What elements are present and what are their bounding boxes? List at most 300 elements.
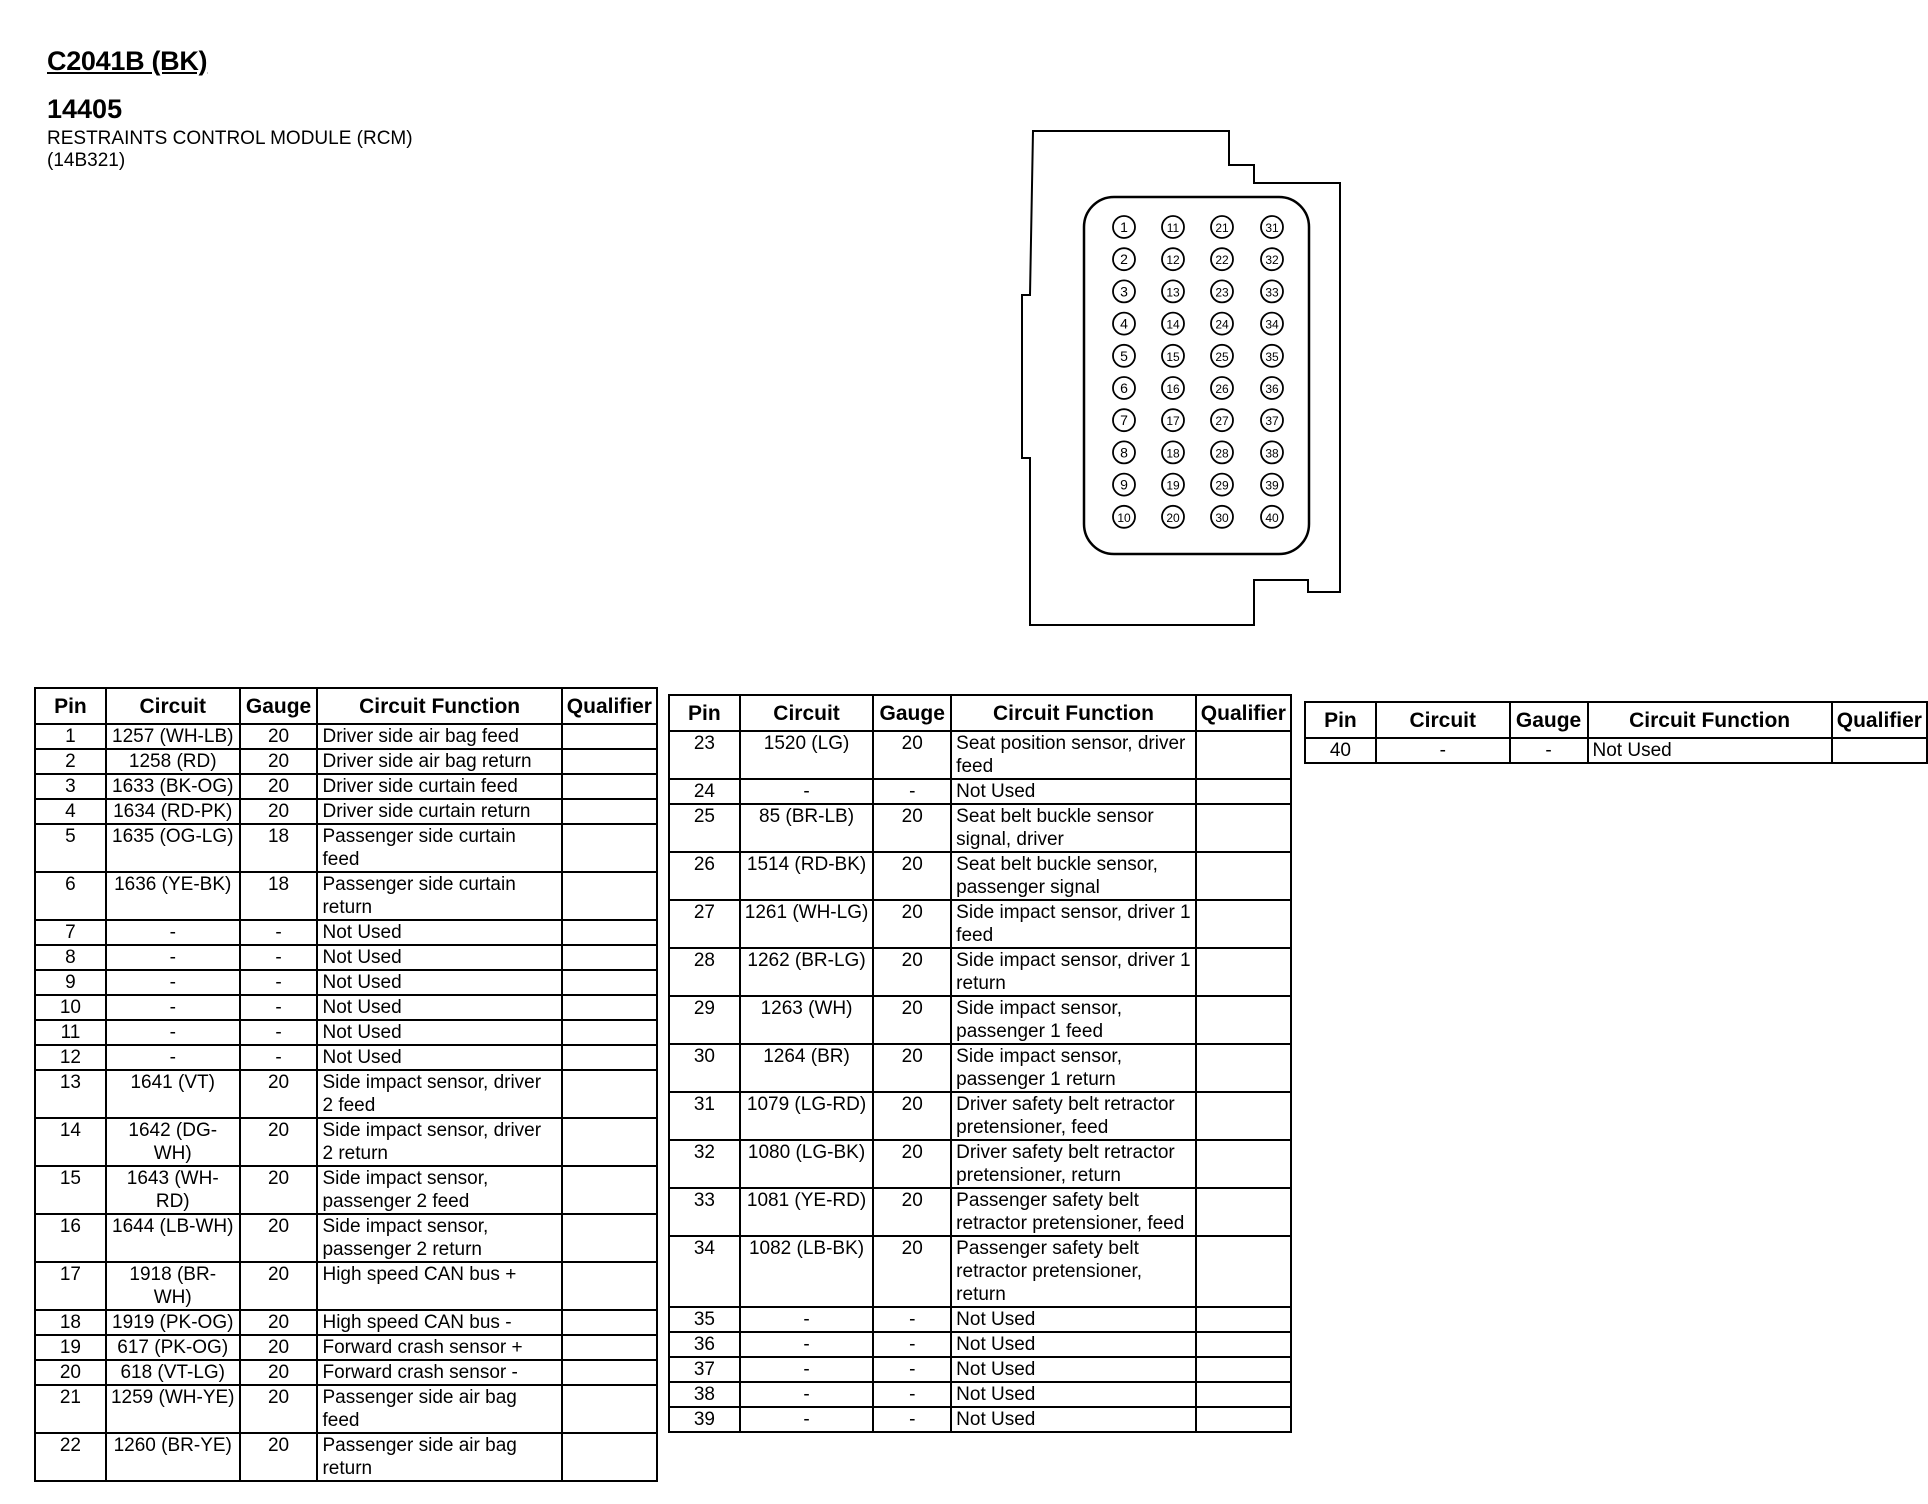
gauge-cell: 20	[240, 1335, 318, 1360]
table-row	[35, 1070, 657, 1118]
pin-label: 24	[1215, 317, 1229, 332]
qualifier-cell	[562, 1070, 657, 1118]
gauge-cell: 20	[873, 804, 951, 852]
pin-cell: 34	[669, 1236, 740, 1307]
pin-table-1	[34, 687, 658, 1482]
circuit-cell: 1642 (DG-WH)	[106, 1118, 240, 1166]
qualifier-cell	[562, 1118, 657, 1166]
pin-cell: 8	[35, 945, 106, 970]
table-row	[1305, 738, 1927, 763]
gauge-cell: 20	[240, 1262, 318, 1310]
pin-cell: 25	[669, 804, 740, 852]
function-cell: Driver side curtain feed	[317, 774, 561, 799]
col-header-function: Circuit Function	[1588, 702, 1832, 738]
table-row	[669, 1332, 1291, 1357]
circuit-cell: -	[740, 1407, 874, 1432]
table-row	[35, 1020, 657, 1045]
table-row	[35, 920, 657, 945]
gauge-cell: 20	[873, 948, 951, 996]
function-cell: Side impact sensor, driver 2 return	[317, 1118, 561, 1166]
pin-cell: 6	[35, 872, 106, 920]
function-cell: Forward crash sensor -	[317, 1360, 561, 1385]
pin-label: 23	[1215, 285, 1229, 300]
pin-cell: 22	[35, 1433, 106, 1481]
qualifier-cell	[562, 749, 657, 774]
function-cell: Not Used	[951, 1382, 1196, 1407]
col-header-function: Circuit Function	[951, 695, 1196, 731]
pin-cell: 36	[669, 1332, 740, 1357]
circuit-cell: -	[740, 1332, 874, 1357]
pin-cell: 39	[669, 1407, 740, 1432]
function-cell: Side impact sensor, passenger 2 return	[317, 1214, 561, 1262]
circuit-cell: -	[740, 1357, 874, 1382]
qualifier-cell	[1196, 1332, 1291, 1357]
gauge-cell: 20	[240, 1360, 318, 1385]
circuit-cell: 1641 (VT)	[106, 1070, 240, 1118]
function-cell: Not Used	[951, 1332, 1196, 1357]
pin-cell: 27	[669, 900, 740, 948]
part-code: (14B321)	[47, 150, 126, 171]
qualifier-cell	[1196, 1044, 1291, 1092]
circuit-cell: 1635 (OG-LG)	[106, 824, 240, 872]
pin-cell: 16	[35, 1214, 106, 1262]
circuit-cell: 1262 (BR-LG)	[740, 948, 874, 996]
pin-cell: 24	[669, 779, 740, 804]
pin-cell: 2	[35, 749, 106, 774]
pin-cell: 30	[669, 1044, 740, 1092]
qualifier-cell	[562, 945, 657, 970]
pin-label: 33	[1265, 285, 1279, 300]
circuit-cell: 1644 (LB-WH)	[106, 1214, 240, 1262]
circuit-cell: -	[106, 995, 240, 1020]
table-row	[669, 852, 1291, 900]
function-cell: Not Used	[317, 945, 561, 970]
table-header-row	[35, 688, 657, 724]
pin-cell: 20	[35, 1360, 106, 1385]
gauge-cell: 20	[240, 799, 318, 824]
qualifier-cell	[562, 1262, 657, 1310]
table-row	[669, 1188, 1291, 1236]
col-header-pin: Pin	[669, 695, 740, 731]
qualifier-cell	[562, 1310, 657, 1335]
circuit-cell: 1258 (RD)	[106, 749, 240, 774]
function-cell: Not Used	[951, 1357, 1196, 1382]
table-row	[35, 872, 657, 920]
pin-label: 14	[1166, 317, 1180, 332]
qualifier-cell	[562, 1214, 657, 1262]
function-cell: Side impact sensor, driver 1 feed	[951, 900, 1196, 948]
gauge-cell: -	[240, 920, 318, 945]
gauge-cell: 20	[240, 724, 318, 749]
pin-label: 1	[1120, 219, 1128, 235]
function-cell: Passenger safety belt retractor pretensioner, feed	[951, 1188, 1196, 1236]
col-header-qualifier: Qualifier	[1196, 695, 1291, 731]
gauge-cell: -	[873, 779, 951, 804]
circuit-cell: -	[106, 1020, 240, 1045]
function-cell: Driver side air bag return	[317, 749, 561, 774]
circuit-cell: -	[1376, 738, 1510, 763]
col-header-circuit: Circuit	[106, 688, 240, 724]
circuit-cell: 1514 (RD-BK)	[740, 852, 874, 900]
table-row	[35, 1118, 657, 1166]
table-row	[669, 779, 1291, 804]
connector-face-diagram	[1000, 120, 1360, 640]
pin-cell: 38	[669, 1382, 740, 1407]
pin-cell: 23	[669, 731, 740, 779]
pin-cell: 1	[35, 724, 106, 749]
gauge-cell: -	[1510, 738, 1588, 763]
gauge-cell: -	[240, 970, 318, 995]
function-cell: Passenger side air bag feed	[317, 1385, 561, 1433]
circuit-cell: -	[106, 970, 240, 995]
col-header-function: Circuit Function	[317, 688, 561, 724]
pin-label: 28	[1215, 446, 1229, 461]
function-cell: Seat belt buckle sensor signal, driver	[951, 804, 1196, 852]
gauge-cell: 20	[240, 1166, 318, 1214]
gauge-cell: 20	[873, 996, 951, 1044]
pin-cell: 29	[669, 996, 740, 1044]
table-row	[35, 1310, 657, 1335]
circuit-cell: -	[740, 1382, 874, 1407]
function-cell: Side impact sensor, passenger 1 feed	[951, 996, 1196, 1044]
gauge-cell: 20	[873, 900, 951, 948]
pin-cell: 13	[35, 1070, 106, 1118]
qualifier-cell	[1196, 948, 1291, 996]
qualifier-cell	[1196, 1236, 1291, 1307]
pin-label: 9	[1120, 476, 1128, 493]
function-cell: Not Used	[317, 1020, 561, 1045]
pin-label: 38	[1265, 446, 1279, 461]
gauge-cell: 20	[873, 852, 951, 900]
function-cell: Not Used	[317, 1045, 561, 1070]
col-header-qualifier: Qualifier	[1832, 702, 1927, 738]
qualifier-cell	[1196, 996, 1291, 1044]
pin-label: 7	[1120, 412, 1128, 429]
table-row	[669, 731, 1291, 779]
pin-table-3	[1304, 701, 1928, 764]
qualifier-cell	[562, 824, 657, 872]
qualifier-cell	[1196, 900, 1291, 948]
table-row	[669, 1357, 1291, 1382]
pin-label: 26	[1215, 382, 1229, 396]
function-cell: Passenger side curtain feed	[317, 824, 561, 872]
table-row	[35, 824, 657, 872]
circuit-cell: 1257 (WH-LB)	[106, 724, 240, 749]
pin-cell: 12	[35, 1045, 106, 1070]
table-header-row	[1305, 702, 1927, 738]
table-row	[35, 749, 657, 774]
qualifier-cell	[1196, 1188, 1291, 1236]
table-row	[35, 724, 657, 749]
gauge-cell: 20	[873, 1044, 951, 1092]
pin-label: 15	[1166, 349, 1180, 364]
pin-label: 8	[1120, 444, 1128, 461]
qualifier-cell	[562, 1385, 657, 1433]
gauge-cell: -	[873, 1382, 951, 1407]
pin-label: 27	[1215, 414, 1229, 429]
circuit-cell: -	[740, 779, 874, 804]
pin-cell: 31	[669, 1092, 740, 1140]
pin-cell: 21	[35, 1385, 106, 1433]
col-header-circuit: Circuit	[1376, 702, 1510, 738]
circuit-cell: -	[740, 1307, 874, 1332]
qualifier-cell	[1196, 1092, 1291, 1140]
pin-cell: 3	[35, 774, 106, 799]
function-cell: Forward crash sensor +	[317, 1335, 561, 1360]
circuit-cell: 1636 (YE-BK)	[106, 872, 240, 920]
function-cell: Driver safety belt retractor pretensioner, feed	[951, 1092, 1196, 1140]
gauge-cell: 20	[240, 774, 318, 799]
pin-label: 35	[1265, 349, 1279, 364]
qualifier-cell	[1196, 804, 1291, 852]
pin-label: 21	[1215, 221, 1229, 235]
pin-cell: 26	[669, 852, 740, 900]
table-row	[669, 1236, 1291, 1307]
qualifier-cell	[562, 970, 657, 995]
gauge-cell: 20	[240, 1310, 318, 1335]
pin-grid	[1113, 216, 1283, 528]
table-row	[669, 1092, 1291, 1140]
pin-label: 37	[1265, 414, 1279, 429]
pin-label: 36	[1265, 382, 1279, 396]
pin-label: 22	[1215, 253, 1229, 268]
qualifier-cell	[1196, 852, 1291, 900]
col-header-gauge: Gauge	[873, 695, 951, 731]
pin-label: 39	[1265, 478, 1279, 493]
gauge-cell: 20	[240, 1433, 318, 1481]
pin-label: 30	[1215, 510, 1229, 525]
qualifier-cell	[562, 1335, 657, 1360]
circuit-cell: 1080 (LG-BK)	[740, 1140, 874, 1188]
pin-label: 16	[1166, 382, 1180, 396]
table-row	[35, 945, 657, 970]
table-row	[35, 1214, 657, 1262]
gauge-cell: 20	[240, 1385, 318, 1433]
function-cell: Passenger side air bag return	[317, 1433, 561, 1481]
circuit-cell: 1264 (BR)	[740, 1044, 874, 1092]
pin-cell: 11	[35, 1020, 106, 1045]
qualifier-cell	[1196, 1357, 1291, 1382]
pin-cell: 10	[35, 995, 106, 1020]
pin-label: 29	[1215, 478, 1229, 493]
function-cell: Not Used	[951, 1307, 1196, 1332]
pin-cell: 35	[669, 1307, 740, 1332]
table-row	[35, 995, 657, 1020]
gauge-cell: 20	[873, 1236, 951, 1307]
function-cell: Not Used	[951, 779, 1196, 804]
circuit-cell: 1260 (BR-YE)	[106, 1433, 240, 1481]
qualifier-cell	[1196, 1307, 1291, 1332]
gauge-cell: 20	[240, 1214, 318, 1262]
pin-cell: 37	[669, 1357, 740, 1382]
gauge-cell: -	[873, 1407, 951, 1432]
qualifier-cell	[562, 995, 657, 1020]
circuit-cell: 1634 (RD-PK)	[106, 799, 240, 824]
pin-cell: 19	[35, 1335, 106, 1360]
gauge-cell: -	[873, 1357, 951, 1382]
col-header-gauge: Gauge	[1510, 702, 1588, 738]
col-header-gauge: Gauge	[240, 688, 318, 724]
circuit-cell: -	[106, 945, 240, 970]
qualifier-cell	[1196, 1382, 1291, 1407]
qualifier-cell	[1196, 731, 1291, 779]
qualifier-cell	[1832, 738, 1927, 763]
table-row	[669, 948, 1291, 996]
function-cell: Seat position sensor, driver feed	[951, 731, 1196, 779]
pin-cell: 4	[35, 799, 106, 824]
pin-cell: 18	[35, 1310, 106, 1335]
col-header-qualifier: Qualifier	[562, 688, 657, 724]
module-description: RESTRAINTS CONTROL MODULE (RCM)	[47, 128, 413, 149]
qualifier-cell	[562, 799, 657, 824]
gauge-cell: 20	[873, 1092, 951, 1140]
qualifier-cell	[562, 724, 657, 749]
pin-cell: 28	[669, 948, 740, 996]
table-row	[35, 1385, 657, 1433]
pin-label: 2	[1120, 251, 1128, 268]
table-row	[669, 1382, 1291, 1407]
qualifier-cell	[1196, 1407, 1291, 1432]
table-row	[35, 1166, 657, 1214]
pin-cell: 7	[35, 920, 106, 945]
table-row	[669, 996, 1291, 1044]
pin-label: 19	[1166, 478, 1180, 493]
gauge-cell: 20	[873, 1140, 951, 1188]
circuit-cell: 1259 (WH-YE)	[106, 1385, 240, 1433]
gauge-cell: -	[240, 995, 318, 1020]
gauge-cell: 20	[873, 1188, 951, 1236]
function-cell: Not Used	[317, 920, 561, 945]
col-header-circuit: Circuit	[740, 695, 874, 731]
table-row	[669, 1407, 1291, 1432]
function-cell: Side impact sensor, driver 1 return	[951, 948, 1196, 996]
function-cell: Side impact sensor, driver 2 feed	[317, 1070, 561, 1118]
table-row	[35, 774, 657, 799]
table-row	[669, 900, 1291, 948]
table-header-row	[669, 695, 1291, 731]
gauge-cell: -	[873, 1307, 951, 1332]
circuit-cell: 1633 (BK-OG)	[106, 774, 240, 799]
circuit-cell: 1082 (LB-BK)	[740, 1236, 874, 1307]
table-row	[669, 804, 1291, 852]
qualifier-cell	[562, 1020, 657, 1045]
circuit-cell: 617 (PK-OG)	[106, 1335, 240, 1360]
pin-cell: 17	[35, 1262, 106, 1310]
gauge-cell: 20	[240, 749, 318, 774]
qualifier-cell	[562, 1433, 657, 1481]
pin-label: 18	[1166, 446, 1180, 461]
gauge-cell: -	[873, 1332, 951, 1357]
pin-label: 17	[1166, 414, 1180, 429]
pin-label: 3	[1120, 283, 1128, 300]
table-row	[35, 970, 657, 995]
function-cell: Driver safety belt retractor pretensioner, return	[951, 1140, 1196, 1188]
pin-label: 31	[1265, 221, 1279, 235]
circuit-cell: -	[106, 920, 240, 945]
table-row	[35, 1360, 657, 1385]
pin-label: 5	[1120, 347, 1128, 364]
pin-label: 32	[1265, 253, 1279, 268]
pin-label: 13	[1166, 285, 1180, 300]
table-row	[669, 1307, 1291, 1332]
function-cell: Driver side air bag feed	[317, 724, 561, 749]
function-cell: Passenger side curtain return	[317, 872, 561, 920]
qualifier-cell	[562, 774, 657, 799]
part-number: 14405	[47, 94, 123, 124]
table-row	[669, 1044, 1291, 1092]
gauge-cell: 20	[240, 1118, 318, 1166]
function-cell: Not Used	[1588, 738, 1832, 763]
table-row	[35, 799, 657, 824]
pin-label: 20	[1166, 510, 1180, 525]
pin-cell: 32	[669, 1140, 740, 1188]
gauge-cell: 18	[240, 824, 318, 872]
qualifier-cell	[562, 872, 657, 920]
circuit-cell: 1263 (WH)	[740, 996, 874, 1044]
function-cell: High speed CAN bus -	[317, 1310, 561, 1335]
pin-label: 11	[1166, 221, 1180, 235]
pin-label: 40	[1265, 510, 1279, 525]
gauge-cell: 18	[240, 872, 318, 920]
qualifier-cell	[1196, 779, 1291, 804]
pin-label: 10	[1117, 510, 1131, 525]
pin-cell: 33	[669, 1188, 740, 1236]
pin-cell: 5	[35, 824, 106, 872]
col-header-pin: Pin	[35, 688, 106, 724]
pin-label: 4	[1120, 315, 1128, 332]
gauge-cell: -	[240, 1045, 318, 1070]
qualifier-cell	[1196, 1140, 1291, 1188]
pin-cell: 14	[35, 1118, 106, 1166]
pin-label: 12	[1166, 253, 1180, 268]
table-row	[35, 1433, 657, 1481]
pin-label: 6	[1120, 380, 1128, 396]
function-cell: Passenger safety belt retractor pretensioner, return	[951, 1236, 1196, 1307]
circuit-cell: 85 (BR-LB)	[740, 804, 874, 852]
gauge-cell: -	[240, 1020, 318, 1045]
pin-cell: 15	[35, 1166, 106, 1214]
pin-cell: 40	[1305, 738, 1376, 763]
table-row	[35, 1335, 657, 1360]
qualifier-cell	[562, 1360, 657, 1385]
connector-id-title: C2041B (BK)	[47, 46, 208, 76]
qualifier-cell	[562, 920, 657, 945]
function-cell: Side impact sensor, passenger 2 feed	[317, 1166, 561, 1214]
function-cell: Not Used	[951, 1407, 1196, 1432]
pin-label: 25	[1215, 349, 1229, 364]
gauge-cell: 20	[240, 1070, 318, 1118]
circuit-cell: 1520 (LG)	[740, 731, 874, 779]
circuit-cell: 1079 (LG-RD)	[740, 1092, 874, 1140]
table-row	[35, 1045, 657, 1070]
col-header-pin: Pin	[1305, 702, 1376, 738]
function-cell: High speed CAN bus +	[317, 1262, 561, 1310]
function-cell: Driver side curtain return	[317, 799, 561, 824]
pin-table-2	[668, 694, 1292, 1433]
function-cell: Not Used	[317, 995, 561, 1020]
gauge-cell: 20	[873, 731, 951, 779]
qualifier-cell	[562, 1045, 657, 1070]
circuit-cell: 1918 (BR-WH)	[106, 1262, 240, 1310]
circuit-cell: -	[106, 1045, 240, 1070]
qualifier-cell	[562, 1166, 657, 1214]
circuit-cell: 1261 (WH-LG)	[740, 900, 874, 948]
gauge-cell: -	[240, 945, 318, 970]
pin-label: 34	[1265, 317, 1279, 332]
function-cell: Not Used	[317, 970, 561, 995]
function-cell: Seat belt buckle sensor, passenger signal	[951, 852, 1196, 900]
circuit-cell: 1643 (WH-RD)	[106, 1166, 240, 1214]
